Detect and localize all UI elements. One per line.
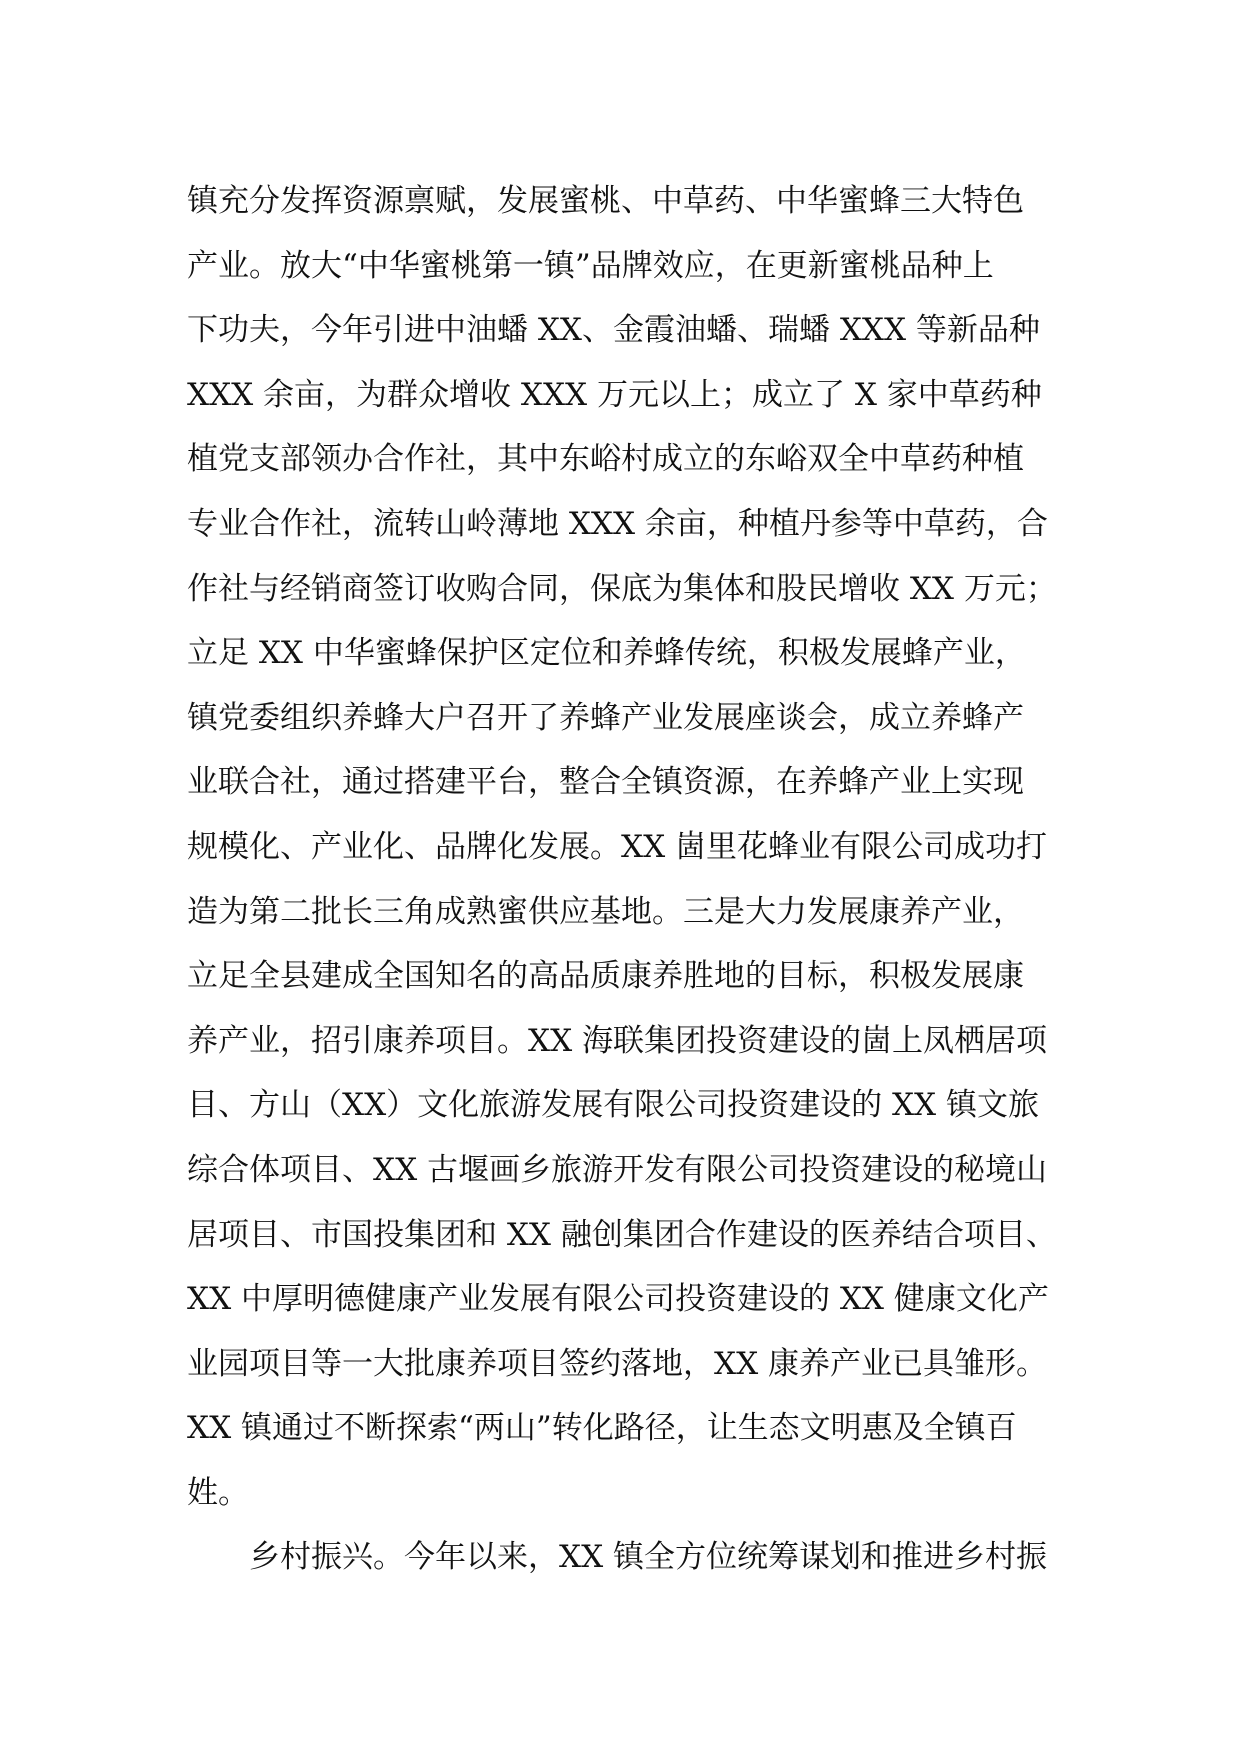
text-line: 姓。 <box>187 1474 249 1511</box>
paragraph-start-line: 乡村振兴。今年以来，XX 镇全方位统筹谋划和推进乡村振 <box>249 1539 1047 1576</box>
text-line: 立足 XX 中华蜜蜂保护区定位和养蜂传统，积极发展蜂产业， <box>187 635 1026 672</box>
text-line: 造为第二批长三角成熟蜜供应基地。三是大力发展康养产业， <box>187 893 1024 930</box>
text-line: XXX 余亩，为群众增收 XXX 万元以上；成立了 X 家中草药种 <box>187 376 1042 413</box>
text-line: 专业合作社，流转山岭薄地 XXX 余亩，种植丹参等中草药，合 <box>187 505 1048 542</box>
body-text <box>187 169 1067 1590</box>
text-line: XX 镇通过不断探索“两山”转化路径，让生态文明惠及全镇百 <box>187 1410 1017 1447</box>
text-line: 植党支部领办合作社，其中东峪村成立的东峪双全中草药种植 <box>187 441 1024 478</box>
text-line: XX 中厚明德健康产业发展有限公司投资建设的 XX 健康文化产 <box>187 1281 1049 1318</box>
text-line: 产业。放大“中华蜜桃第一镇”品牌效应，在更新蜜桃品种上 <box>187 247 994 284</box>
text-line: 业园项目等一大批康养项目签约落地，XX 康养产业已具雏形。 <box>187 1345 1047 1382</box>
text-line: 立足全县建成全国知名的高品质康养胜地的目标，积极发展康 <box>187 958 1024 995</box>
text-line: 规模化、产业化、品牌化发展。XX 崮里花蜂业有限公司成功打 <box>187 828 1047 865</box>
text-line: 综合体项目、XX 古堰画乡旅游开发有限公司投资建设的秘境山 <box>187 1151 1047 1188</box>
text-line: 居项目、市国投集团和 XX 融创集团合作建设的医养结合项目、 <box>187 1216 1057 1253</box>
text-line: 养产业，招引康养项目。XX 海联集团投资建设的崮上凤栖居项 <box>187 1022 1047 1059</box>
text-line: 下功夫，今年引进中油蟠 XX、金霞油蟠、瑞蟠 XXX 等新品种 <box>187 312 1040 349</box>
text-line: 业联合社，通过搭建平台，整合全镇资源，在养蜂产业上实现 <box>187 764 1024 801</box>
text-line: 镇党委组织养蜂大户召开了养蜂产业发展座谈会，成立养蜂产 <box>187 699 1024 736</box>
text-line: 镇充分发挥资源禀赋，发展蜜桃、中草药、中华蜜蜂三大特色 <box>187 183 1024 219</box>
text-line: 目、方山（XX）文化旅游发展有限公司投资建设的 XX 镇文旅 <box>187 1087 1039 1124</box>
text-line: 作社与经销商签订收购合同，保底为集体和股民增收 XX 万元； <box>187 570 1057 607</box>
